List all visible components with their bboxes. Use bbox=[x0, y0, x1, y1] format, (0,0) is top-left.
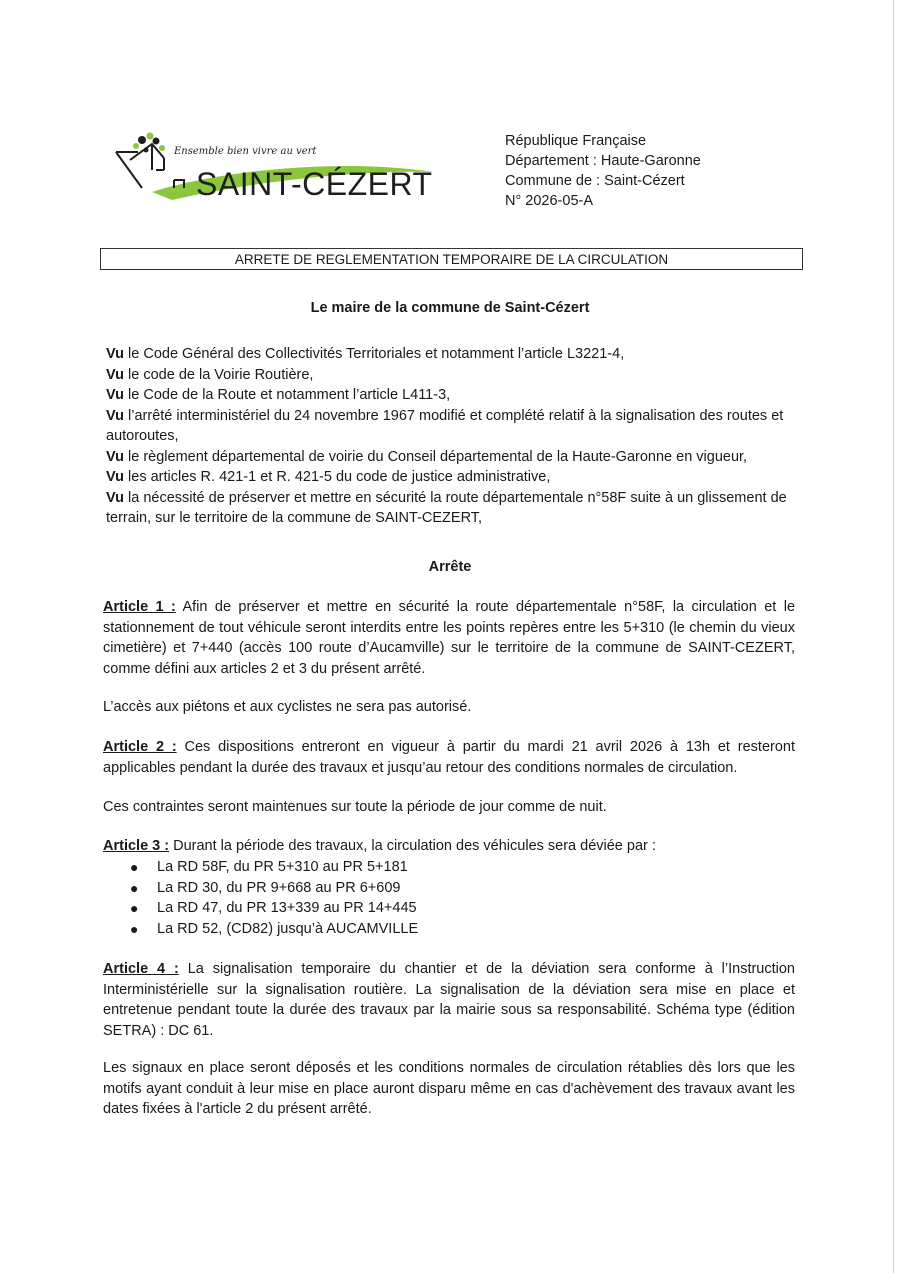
article-2-text: Ces dispositions entreront en vigueur à partir du mardi 21 avril 2026 à 13h et resteront applicables pendant la durée des travaux et jusqu’au retour des conditions normales de circulation. bbox=[103, 739, 795, 776]
vu-item: Vu le Code de la Route et notamment l’article L411-3, bbox=[106, 387, 451, 403]
mayor-heading: Le maire de la commune de Saint-Cézert bbox=[310, 300, 590, 316]
vu-item: Vu les articles R. 421-1 et R. 421-5 du code de justice administrative, bbox=[106, 469, 551, 485]
article-4-label: Article 4 : bbox=[103, 961, 179, 977]
article-3-text: Durant la période des travaux, la circulation des véhicules sera déviée par : bbox=[173, 838, 656, 854]
document-title: ARRETE DE REGLEMENTATION TEMPORAIRE DE LA CIRCULATION bbox=[100, 248, 803, 270]
article-1-text: Afin de préserver et mettre en sécurité la route départementale n°58F, la circulation et le stationnement de tout véhicule seront interdits entre les points repères entre les 5+310 (le chemin du vieux cimetière) et 7+440 (accès 100 route d’Aucamville) sur le territoire de la commune de SAINT-CEZERT, comme défini aux articles 2 et 3 du présent arrêté. bbox=[103, 599, 796, 677]
article-4-note: Les signaux en place seront déposés et les conditions normales de circulation rétablies dès lors que les motifs ayant conduit à leur mise en place auront disparu même en cas d'achèvement des travaux avant les dates fixées à l'article 2 du présent arrêté. bbox=[103, 1060, 795, 1117]
bullet-icon: ● bbox=[130, 920, 139, 937]
town-logo bbox=[112, 130, 442, 205]
tree-leaf bbox=[159, 145, 165, 151]
tree-leaf bbox=[153, 138, 160, 145]
logo-town-name: SAINT-CÉZERT bbox=[196, 166, 433, 202]
arrete-heading: Arrête bbox=[428, 559, 472, 575]
bullet-icon: ● bbox=[130, 900, 139, 916]
scan-edge-line bbox=[893, 0, 894, 1273]
header-republic: République Française bbox=[505, 133, 647, 149]
article-1 bbox=[103, 597, 795, 679]
list-item: ● La RD 30, du PR 9+668 au PR 6+609 bbox=[127, 878, 418, 899]
detour-list bbox=[127, 857, 418, 939]
list-item: ● La RD 47, du PR 13+339 au PR 14+445 bbox=[127, 898, 418, 919]
tree-leaf bbox=[138, 136, 146, 144]
article-1-note: L’accès aux piétons et aux cyclistes ne sera pas autorisé. bbox=[103, 699, 472, 715]
header-number: N° 2026-05-A bbox=[505, 193, 594, 209]
tree-leaf bbox=[144, 148, 149, 153]
article-4 bbox=[103, 959, 795, 1041]
header-commune: Commune de : Saint-Cézert bbox=[505, 173, 685, 189]
header-department: Département : Haute-Garonne bbox=[505, 153, 701, 169]
vu-item: Vu l’arrêté interministériel du 24 novembre 1967 modifié et complété relatif à la signalisation des routes et autoroutes, bbox=[106, 407, 784, 444]
article-1-label: Article 1 : bbox=[103, 599, 176, 615]
logo-motto: Ensemble bien vivre au vert bbox=[174, 146, 317, 157]
village-sketch bbox=[116, 144, 164, 188]
tree-leaf bbox=[147, 133, 154, 140]
article-4-text: La signalisation temporaire du chantier et de la déviation sera conforme à l’Instruction Interministérielle sur la signalisation routière. La signalisation de la déviation sera mise en place et entretenue pendant toute la durée des travaux par la mairie sous sa responsabilité. Schéma type (édition SETRA) : DC 61. bbox=[103, 961, 795, 1039]
vu-list bbox=[106, 344, 806, 529]
list-item: ● La RD 52, (CD82) jusqu’à AUCAMVILLE bbox=[127, 919, 418, 940]
article-2-label: Article 2 : bbox=[103, 739, 177, 755]
vu-item: Vu le règlement départemental de voirie du Conseil départemental de la Haute-Garonne en vigueur, bbox=[106, 448, 748, 465]
article-2-note: Ces contraintes seront maintenues sur toute la période de jour comme de nuit. bbox=[103, 799, 607, 815]
article-3-label: Article 3 : bbox=[103, 838, 170, 854]
vu-item: Vu la nécessité de préserver et mettre en sécurité la route départementale n°58F suite à un glissement de terrain, sur le territoire de la commune de SAINT-CEZERT, bbox=[106, 489, 787, 526]
tree-leaf bbox=[133, 143, 139, 149]
vu-item: Vu le code de la Voirie Routière, bbox=[106, 366, 314, 383]
bullet-icon: ● bbox=[130, 859, 139, 875]
header-info bbox=[505, 131, 701, 211]
bullet-icon: ● bbox=[130, 879, 139, 896]
article-3 bbox=[103, 836, 795, 857]
article-2 bbox=[103, 737, 795, 778]
list-item: ● La RD 58F, du PR 5+310 au PR 5+181 bbox=[127, 857, 418, 878]
vu-item: Vu le Code Général des Collectivités Territoriales et notamment l’article L3221-4, bbox=[106, 346, 625, 362]
